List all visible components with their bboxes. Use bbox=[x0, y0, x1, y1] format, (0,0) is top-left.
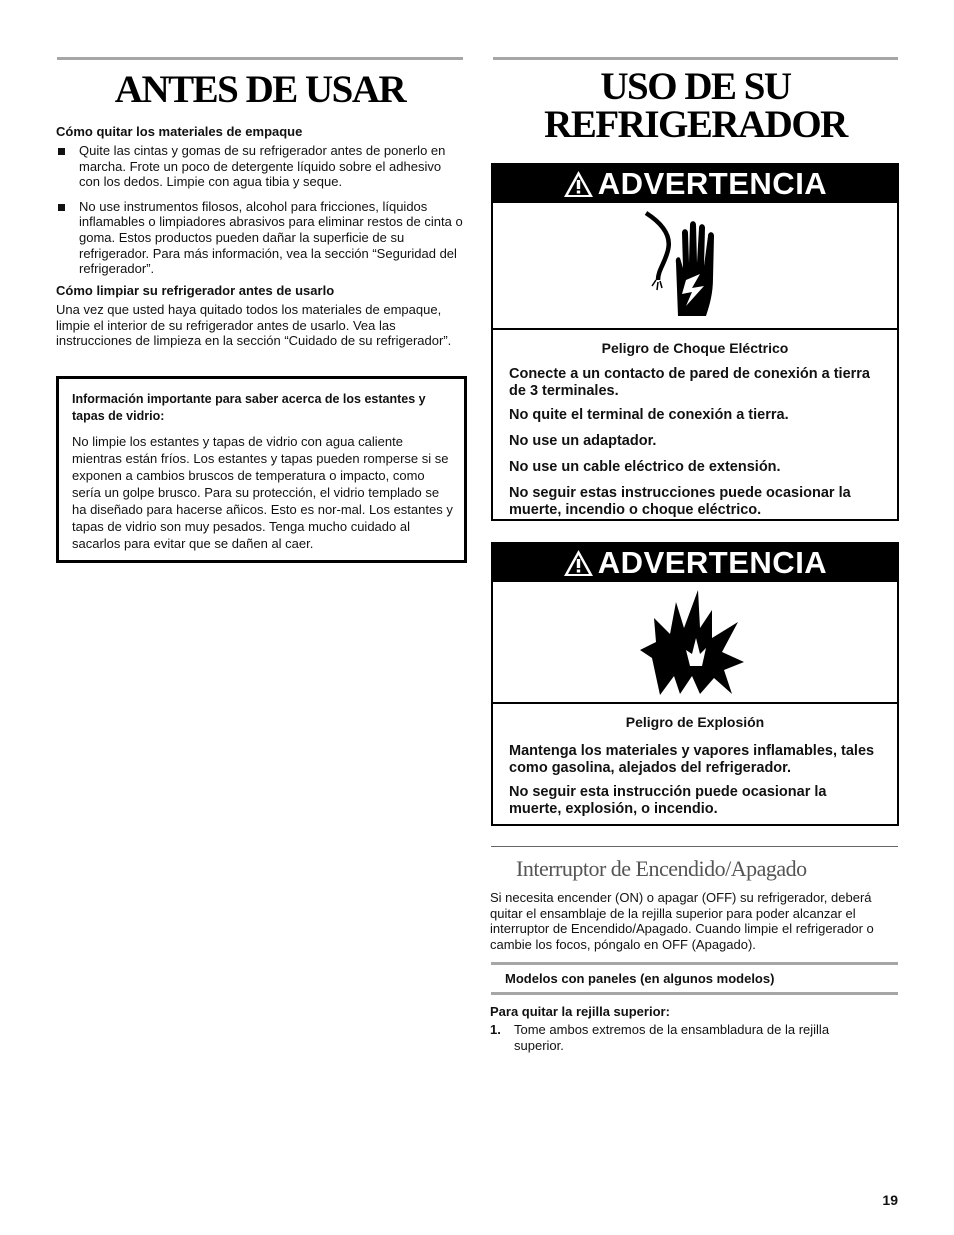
models-top-rule bbox=[491, 962, 898, 965]
electric-shock-picture bbox=[493, 203, 897, 330]
warning-line: No seguir esta instrucción puede ocasionar la muerte, explosión, o incendio. bbox=[509, 784, 827, 817]
warning-line: No use un adaptador. bbox=[509, 433, 657, 449]
warning-header: ADVERTENCIA bbox=[493, 544, 897, 582]
step-number: 1. bbox=[490, 1022, 501, 1037]
bullet-square-icon bbox=[58, 204, 65, 211]
switch-section-rule bbox=[491, 846, 898, 847]
explosion-icon bbox=[640, 590, 750, 700]
warning-text bbox=[493, 704, 897, 833]
clean-text: Una vez que usted haya quitado todos los materiales de empaque, limpie el interior de su refrigerador antes de usarlo. Vea las instrucciones de limpieza en la sección “Cuidado de su refrigerador”. bbox=[56, 302, 452, 349]
warning-line: No use un cable eléctrico de extensión. bbox=[509, 459, 781, 475]
remove-heading: Para quitar la rejilla superior: bbox=[490, 1004, 670, 1019]
step-item bbox=[490, 1022, 890, 1053]
warning-caption: Peligro de Explosión bbox=[625, 714, 765, 730]
right-top-rule bbox=[493, 57, 898, 60]
warning-line: No seguir estas instrucciones puede ocasionar la muerte, incendio o choque eléctrico. bbox=[509, 485, 851, 518]
list-item: No use instrumentos filosos, alcohol para fricciones, líquidos inflamables o limpiadores abrasivos para eliminar restos de cinta o goma. Estos productos pueden dañar la superficie de su refrigerador. Para más información, vea la sección “Seguridad del refrigerador”. bbox=[56, 199, 464, 277]
warning-line: Mantenga los materiales y vapores inflamables, tales como gasolina, alejados del refrigerador. bbox=[509, 743, 875, 776]
warning-header: ADVERTENCIA bbox=[493, 165, 897, 203]
clean-heading: Cómo limpiar su refrigerador antes de usarlo bbox=[56, 283, 335, 298]
info-box-text: No limpie los estantes y tapas de vidrio con agua caliente mientras están fríos. Los estantes y tapas pueden romperse si se exponen a cambios bruscos de temperatura o impacto, como sería un golpe brusco. Para su protección, el vidrio templado se ha diseñado para hacerse añicos. Esto es nor-mal. Los estantes y tapas de vidrio son muy pesados. Tenga mucho cuidado al sacarlos para evitar que se dañen al caer. bbox=[72, 434, 453, 551]
warning-line: No quite el terminal de conexión a tierra. bbox=[509, 407, 789, 423]
warning-line: Conecte a un contacto de pared de conexión a tierra de 3 terminales. bbox=[509, 366, 870, 399]
models-heading: Modelos con paneles (en algunos modelos) bbox=[505, 971, 775, 986]
step-text: Tome ambos extremos de la ensambladura de la rejilla superior. bbox=[514, 1022, 830, 1053]
left-top-rule bbox=[57, 57, 463, 60]
explosion-warning bbox=[491, 542, 899, 826]
explosion-picture bbox=[493, 582, 897, 704]
warning-caption: Peligro de Choque Eléctrico bbox=[601, 340, 789, 356]
switch-heading: Interruptor de Encendido/Apagado bbox=[516, 856, 807, 881]
models-bottom-rule bbox=[491, 992, 898, 995]
packing-heading: Cómo quitar los materiales de empaque bbox=[56, 124, 303, 139]
electric-shock-hand-icon bbox=[640, 208, 750, 323]
electric-shock-warning bbox=[491, 163, 899, 521]
packing-bullet-list bbox=[56, 143, 464, 286]
warning-triangle-icon bbox=[563, 170, 594, 198]
switch-text: Si necesita encender (ON) o apagar (OFF) su refrigerador, deberá quitar el ensamblaje de la rejilla superior para poder alcanzar el interruptor de Encendido/Apagado. Cuando limpie el refrigerador o cambie los focos, póngalo en OFF (Apagado). bbox=[490, 890, 874, 952]
warning-triangle-icon bbox=[563, 549, 594, 577]
right-page-title: USO DE SU REFRIGERADOR bbox=[544, 65, 847, 146]
info-box-heading: Información importante para saber acerca de los estantes y tapas de vidrio: bbox=[72, 392, 426, 423]
list-item: Quite las cintas y gomas de su refrigerador antes de ponerlo en marcha. Frote un poco de detergente líquido sobre el adhesivo con los dedos. Limpie con agua tibia y seque. bbox=[56, 143, 464, 190]
left-page-title: ANTES DE USAR bbox=[114, 68, 406, 111]
bullet-square-icon bbox=[58, 148, 65, 155]
glass-info-box bbox=[56, 376, 467, 563]
page-number: 19 bbox=[882, 1192, 898, 1208]
warning-text bbox=[493, 330, 897, 534]
